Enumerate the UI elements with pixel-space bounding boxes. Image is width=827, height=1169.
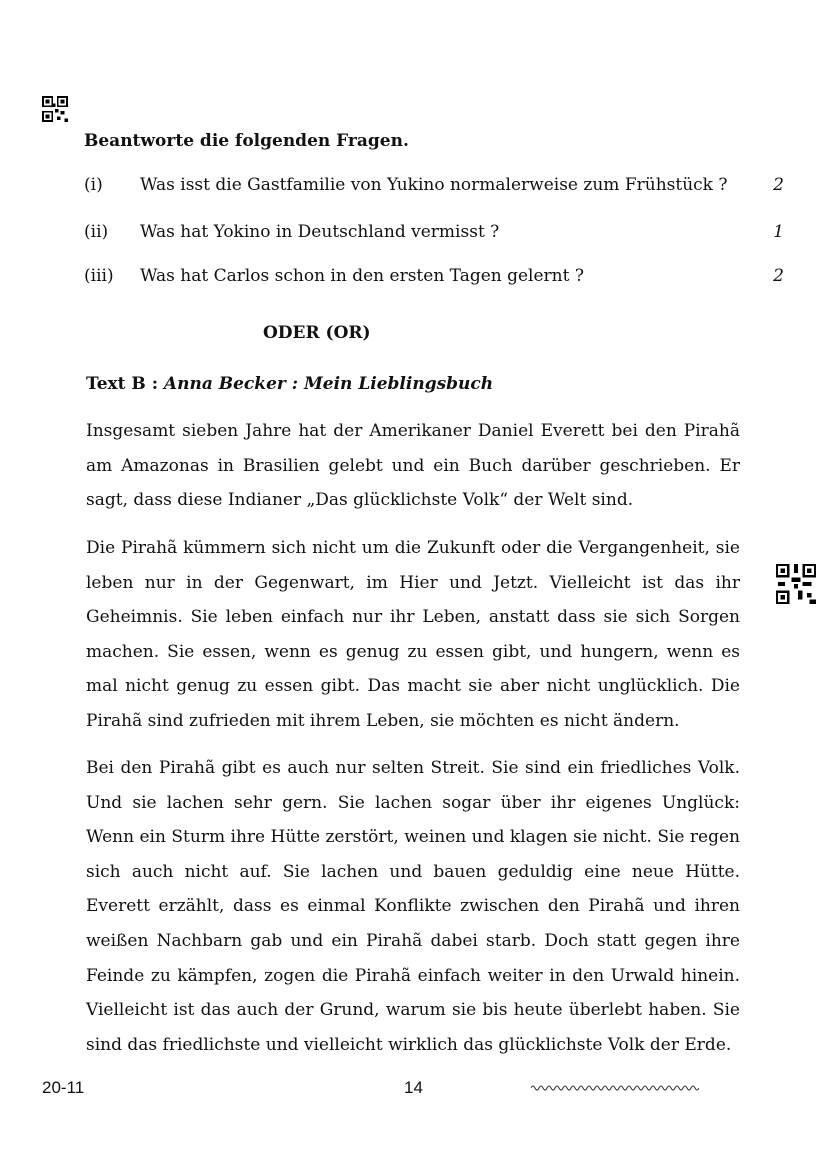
question-row [84, 266, 784, 290]
qr-code-icon [41, 96, 69, 122]
page-number: 14 [404, 1078, 423, 1097]
text-b-title: Anna Becker : Mein Lieblingsbuch [163, 374, 494, 394]
question-text: Was hat Yokino in Deutschland vermisst ? [140, 222, 500, 242]
question-text: Was isst die Gastfamilie von Yukino normalerweise zum Frühstück ? [140, 175, 728, 195]
paragraph: Bei den Pirahã gibt es auch nur selten Streit. Sie sind ein friedliches Volk. Und sie lachen sehr gern. Sie lachen sogar über ihr eigenes Unglück: Wenn ein Sturm ihre Hütte zerstört, weinen und klagen sie nicht. Sie regen sich auch nicht auf. Sie lachen und bauen geduldig eine neue Hütte. Everett erzählt, dass es einmal Konflikte zwischen den Pirahã und ihren weißen Nachbarn gab und ein Pirahã dabei starb. Doch statt gegen ihre Feinde zu kämpfen, zogen die Pirahã einfach weiter in den Urwald hinein. Vielleicht ist das auch der Grund, warum sie bis heute überlebt haben. Sie sind das friedlichste und vielleicht wirklich das glücklichste Volk der Erde. [86, 758, 740, 1055]
question-marks: 2 [773, 175, 784, 195]
questions-heading: Beantworte die folgenden Fragen. [84, 131, 409, 151]
question-text: Was hat Carlos schon in den ersten Tagen gelernt ? [140, 266, 584, 286]
question-marks: 1 [773, 222, 784, 242]
question-number: (ii) [84, 222, 109, 242]
question-number: (iii) [84, 266, 114, 286]
oder-divider-heading: ODER (OR) [263, 323, 371, 343]
question-row [84, 175, 784, 199]
paragraph: Die Pirahã kümmern sich nicht um die Zukunft oder die Vergangenheit, sie leben nur in der Gegenwart, im Hier und Jetzt. Vielleicht ist das ihr Geheimnis. Sie leben einfach nur ihr Leben, anstatt dass sie sich Sorgen machen. Sie essen, wenn es genug zu essen gibt, und hungern, wenn es mal nicht genug zu essen gibt. Das macht sie aber nicht unglücklich. Die Pirahã sind zufrieden mit ihrem Leben, sie möchten es nicht ändern. [86, 538, 740, 731]
wavy-line-decoration [531, 1083, 699, 1093]
question-row [84, 222, 784, 246]
paper-code: 20-11 [42, 1078, 85, 1097]
text-b-label: Text B : [86, 374, 158, 394]
question-marks: 2 [773, 266, 784, 286]
qr-code-icon [776, 564, 816, 604]
question-number: (i) [84, 175, 103, 195]
text-b-heading [86, 374, 493, 394]
paragraph: Insgesamt sieben Jahre hat der Amerikaner Daniel Everett bei den Pirahã am Amazonas in Brasilien gelebt und ein Buch darüber geschrieben. Er sagt, dass diese Indianer „Das glücklichste Volk“ der Welt sind. [86, 421, 740, 511]
